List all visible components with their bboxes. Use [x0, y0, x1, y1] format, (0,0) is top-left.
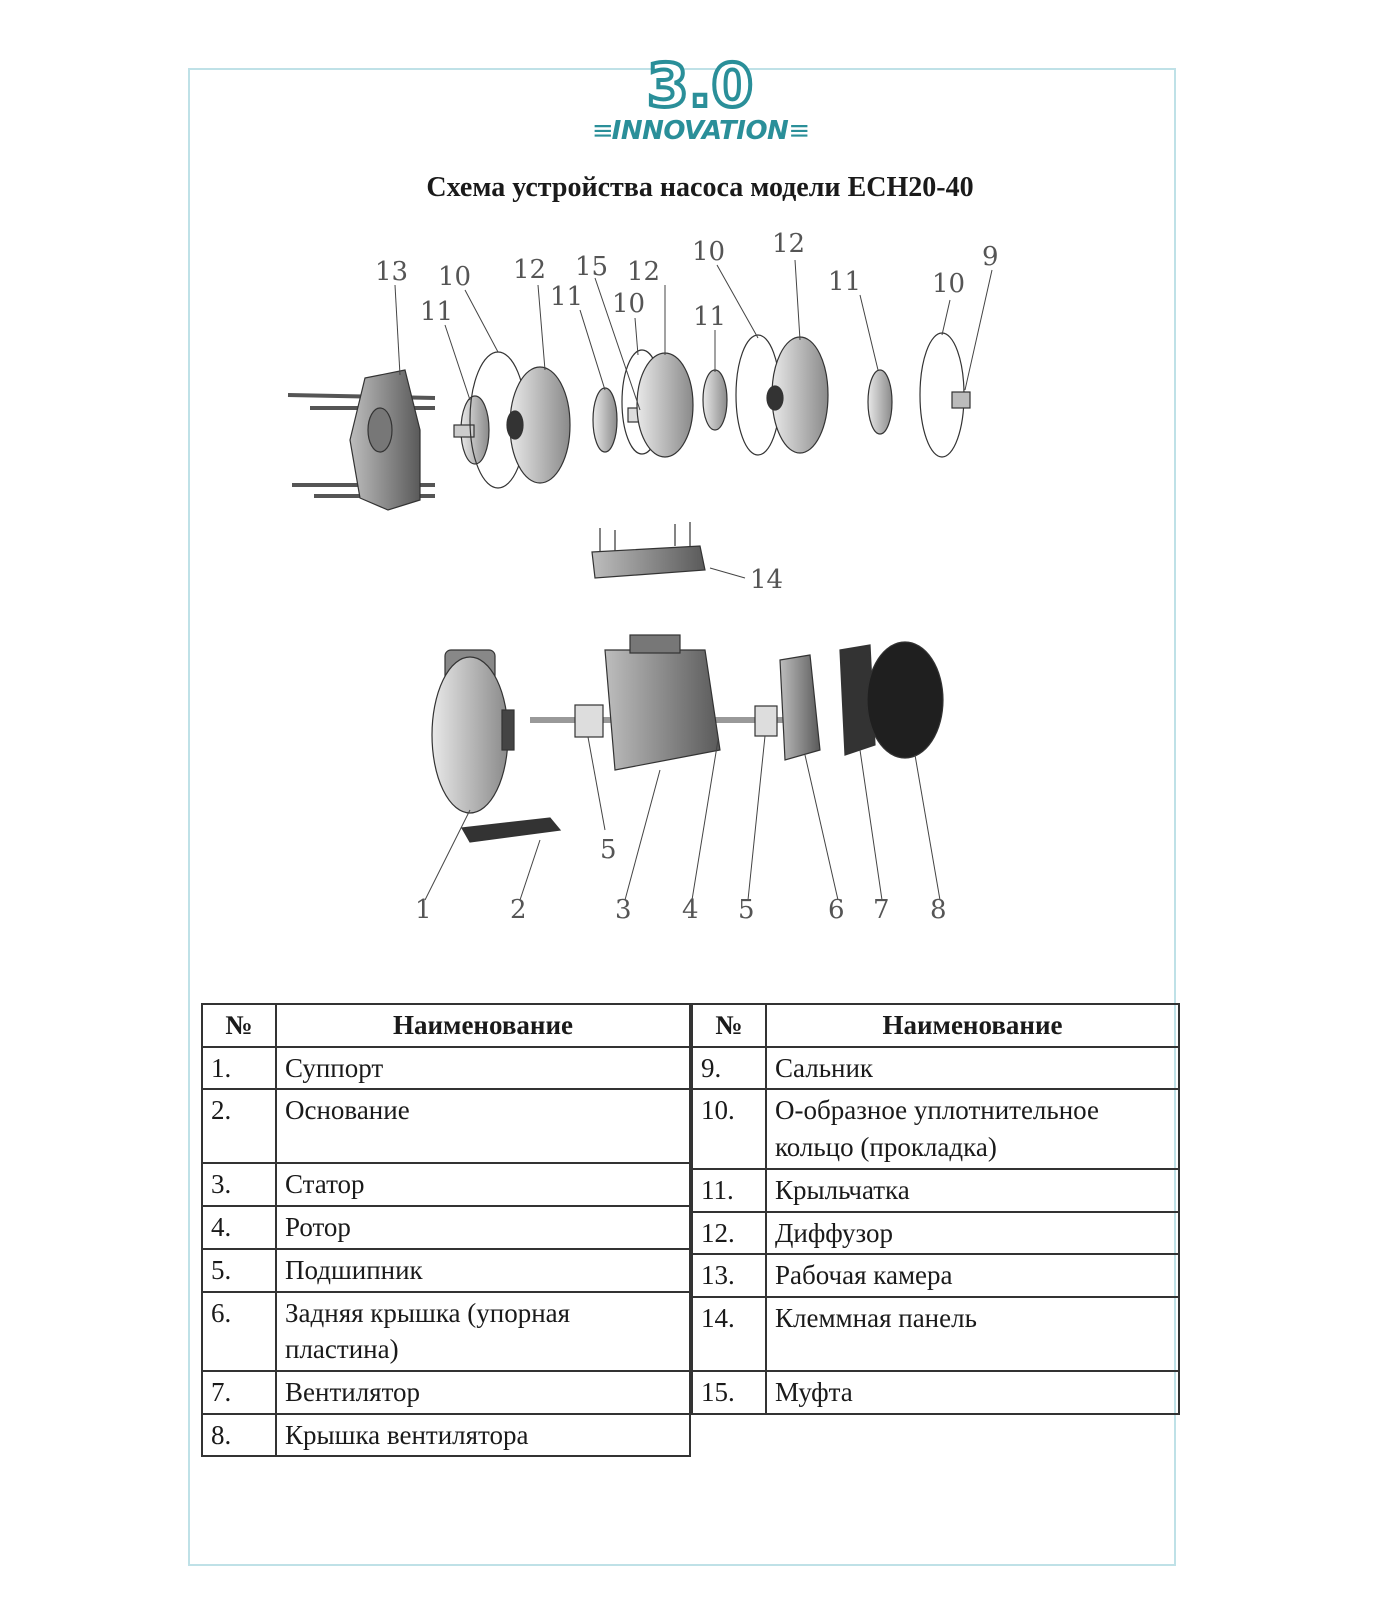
part-diffuser-3	[767, 337, 828, 453]
part-number: 15.	[692, 1371, 766, 1414]
parts-table-left	[201, 1003, 691, 1457]
column-header-name: Наименование	[276, 1004, 690, 1047]
callout-11: 11	[550, 282, 584, 312]
callout-10: 10	[438, 262, 472, 292]
callout-5: 5	[600, 835, 617, 865]
part-impeller-4	[868, 370, 892, 434]
pump-exploded-diagram	[270, 230, 1030, 930]
callout-13: 13	[375, 257, 409, 287]
column-header-name: Наименование	[766, 1004, 1179, 1047]
part-name: О-образное уплотнительное кольцо (прокладка)	[766, 1089, 1179, 1168]
part-number: 1.	[202, 1047, 276, 1090]
callout-3: 3	[615, 895, 632, 925]
brand-logo	[560, 52, 840, 152]
table-row	[692, 1089, 1179, 1168]
logo-bars-right: ≡	[788, 116, 809, 146]
table-row	[202, 1163, 690, 1206]
part-rear-cover	[780, 655, 820, 760]
callout-12: 12	[627, 257, 661, 287]
logo-mark-text: 3.0	[646, 52, 754, 116]
part-impeller-1	[454, 396, 489, 464]
part-support	[432, 650, 514, 813]
table-row	[202, 1047, 690, 1090]
callout-10: 10	[692, 237, 726, 267]
part-number: 5.	[202, 1249, 276, 1292]
part-name: Статор	[276, 1163, 690, 1206]
part-impeller-2	[593, 388, 617, 452]
part-number: 2.	[202, 1089, 276, 1163]
table-header-row	[202, 1004, 690, 1047]
part-name: Диффузор	[766, 1212, 1179, 1255]
callout-12: 12	[772, 230, 806, 259]
part-number: 4.	[202, 1206, 276, 1249]
part-number: 12.	[692, 1212, 766, 1255]
callout-6: 6	[828, 895, 845, 925]
part-diffuser-1	[507, 367, 570, 483]
document-title: Схема устройства насоса модели ECH20-40	[426, 172, 974, 203]
part-number: 3.	[202, 1163, 276, 1206]
table-row	[692, 1047, 1179, 1090]
part-name: Муфта	[766, 1371, 1179, 1414]
part-number: 13.	[692, 1254, 766, 1297]
callout-11: 11	[693, 302, 727, 332]
logo-wordmark	[560, 116, 840, 146]
callout-10: 10	[612, 289, 646, 319]
part-name: Крышка вентилятора	[276, 1414, 690, 1457]
callouts-top	[375, 230, 999, 332]
callout-9: 9	[982, 242, 999, 272]
part-name: Суппорт	[276, 1047, 690, 1090]
part-bearing-1	[575, 705, 603, 737]
part-number: 10.	[692, 1089, 766, 1168]
part-name: Ротор	[276, 1206, 690, 1249]
table-row	[692, 1297, 1179, 1371]
column-header-number: №	[692, 1004, 766, 1047]
part-number: 9.	[692, 1047, 766, 1090]
table-header-row	[692, 1004, 1179, 1047]
part-working-chamber	[288, 370, 435, 510]
callout-11: 11	[420, 297, 454, 327]
table-row	[692, 1169, 1179, 1212]
table-row	[692, 1371, 1179, 1414]
part-number: 8.	[202, 1414, 276, 1457]
part-number: 7.	[202, 1371, 276, 1414]
table-row	[202, 1089, 690, 1163]
part-name: Основание	[276, 1089, 690, 1163]
table-row	[202, 1414, 690, 1457]
callout-11: 11	[828, 267, 862, 297]
part-fan-cover	[867, 642, 943, 758]
part-name: Подшипник	[276, 1249, 690, 1292]
callout-10: 10	[932, 269, 966, 299]
part-impeller-3	[703, 370, 727, 430]
callout-15: 15	[575, 252, 609, 282]
motor-assembly	[432, 635, 943, 842]
pump-head-assembly	[288, 333, 970, 510]
callout-12: 12	[513, 255, 547, 285]
part-number: 14.	[692, 1297, 766, 1371]
part-terminal-panel	[592, 522, 705, 578]
part-name: Вентилятор	[276, 1371, 690, 1414]
part-stator	[605, 635, 720, 770]
part-name: Крыльчатка	[766, 1169, 1179, 1212]
parts-table-right	[691, 1003, 1180, 1415]
table-row	[692, 1212, 1179, 1255]
table-row	[692, 1254, 1179, 1297]
column-header-number: №	[202, 1004, 276, 1047]
part-name: Сальник	[766, 1047, 1179, 1090]
part-diffuser-2	[637, 353, 693, 457]
part-name: Задняя крышка (упорная пластина)	[276, 1292, 690, 1371]
logo-mark-30	[560, 52, 840, 116]
table-row	[202, 1206, 690, 1249]
part-name: Рабочая камера	[766, 1254, 1179, 1297]
part-seal	[952, 392, 970, 408]
callout-8: 8	[930, 895, 947, 925]
logo-wordmark-text: INNOVATION	[611, 116, 789, 146]
callout-1: 1	[415, 895, 432, 925]
part-name: Клеммная панель	[766, 1297, 1179, 1371]
callouts-bottom	[415, 835, 947, 925]
table-row	[202, 1292, 690, 1371]
part-base	[462, 818, 560, 842]
table-row	[202, 1371, 690, 1414]
logo-bars-left: ≡	[591, 116, 612, 146]
callout-2: 2	[510, 895, 527, 925]
part-number: 11.	[692, 1169, 766, 1212]
callout-5: 5	[738, 895, 755, 925]
part-bearing-2	[755, 706, 777, 736]
callout-14: 14	[750, 565, 784, 595]
part-number: 6.	[202, 1292, 276, 1371]
table-row	[202, 1249, 690, 1292]
callout-4: 4	[682, 895, 699, 925]
callout-7: 7	[873, 895, 890, 925]
